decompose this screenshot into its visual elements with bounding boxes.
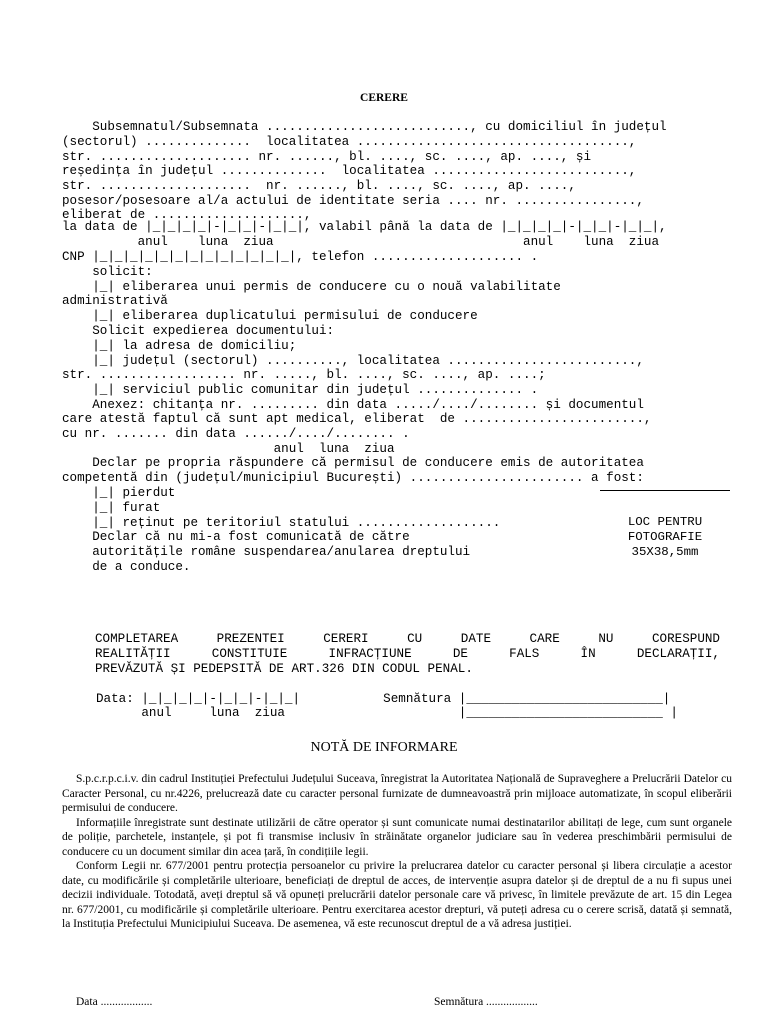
- photo-label-1: LOC PENTRU: [627, 515, 703, 529]
- form-line: |_| pierdut: [62, 486, 176, 500]
- date-signature-fields: Data: |_|_|_|_|-|_|_|-|_|_| Semnătura |__________________________|: [96, 692, 671, 706]
- warning-line-3: PREVĂZUTĂ ȘI PEDEPSITĂ DE ART.326 DIN CODUL PENAL.: [95, 662, 473, 676]
- form-line: cu nr. ....... din data ....../..../........ .: [62, 427, 410, 441]
- form-line: Subsemnatul/Subsemnata ..........................., cu domiciliul în județul: [62, 120, 667, 134]
- form-line: (sectorul) .............. localitatea ....................................,: [62, 135, 637, 149]
- form-line: str. .................. nr. ....., bl. ...., sc. ...., ap. ....;: [62, 368, 546, 382]
- form-line: autoritățile române suspendarea/anularea dreptului: [62, 545, 471, 559]
- form-line: care atestă faptul că sunt apt medical, eliberat de ........................,: [62, 412, 652, 426]
- photo-label-3: 35X38,5mm: [631, 545, 699, 559]
- form-line: |_| eliberarea unui permis de conducere cu o nouă valabilitate: [62, 280, 561, 294]
- date-caption: anul luna ziua anul luna ziua: [62, 235, 660, 249]
- form-line: |_| eliberarea duplicatului permisului de conducere: [62, 309, 478, 323]
- note-paragraph: Conform Legii nr. 677/2001 pentru protecția persoanelor cu privire la prelucrarea datelor cu caracter personal și libera circulație a acestor date, cu modificările și completările ulterioare, beneficiați de dreptul de acces, de intervenție asupra datelor și de dreptul de a nu fi supus unei decizii individuale. Totodată, aveți dreptul să vă opuneți prelucrării datelor personale care vă privesc, în limitele prevăzute de art. 15 din Legea nr. 677/2001, cu modificările și completările ulterioare. Pentru exercitarea acestor drepturi, vă puteți adresa cu o cerere scrisă, datată și semnată, la Instituția Prefectului Municipiului Suceava. De asemenea, vă este recunoscut dreptul de a vă adresa justiției.: [62, 860, 732, 930]
- footer-date: Data ..................: [76, 996, 153, 1008]
- photo-label-2: FOTOGRAFIE: [627, 530, 703, 544]
- form-line: administrativă: [62, 294, 168, 308]
- form-line: Anexez: chitanța nr. ......... din data ...../..../........ și documentul: [62, 398, 644, 412]
- form-line: Declar pe propria răspundere că permisul de conducere emis de autoritatea: [62, 456, 644, 470]
- form-line: solicit:: [62, 265, 153, 279]
- form-line: de a conduce.: [62, 560, 191, 574]
- warning-line-1: COMPLETAREA PREZENTEI CERERI CU DATE CARE NU CORESPUND: [95, 632, 720, 646]
- form-line: Solicit expedierea documentului:: [62, 324, 335, 338]
- form-line: reședința în județul .............. localitatea ..........................,: [62, 164, 637, 178]
- form-line: str. .................... nr. ......, bl. ...., sc. ...., ap. ....,: [62, 179, 576, 193]
- photo-top-line: [600, 490, 730, 491]
- warning-line-2: REALITĂȚII CONSTITUIE INFRACȚIUNE DE FALS ÎN DECLARAȚII,: [95, 647, 720, 661]
- footer-signature: Semnătura ..................: [434, 996, 538, 1008]
- form-line: |_| serviciul public comunitar din județul .............. .: [62, 383, 539, 397]
- form-line: |_| reținut pe teritoriul statului ...................: [62, 516, 501, 530]
- information-note-body: [62, 772, 732, 932]
- form-line: |_| la adresa de domiciliu;: [62, 339, 297, 353]
- form-line: la data de |_|_|_|_|-|_|_|-|_|_|, valabil până la data de |_|_|_|_|-|_|_|-|_|_|,: [62, 220, 667, 234]
- form-line: |_| județul (sectorul) .........., localitatea .........................,: [62, 354, 644, 368]
- form-line: str. .................... nr. ......, bl. ...., sc. ...., ap. ...., și: [62, 150, 592, 164]
- form-line: Declar că nu mi-a fost comunicată de către: [62, 530, 410, 544]
- date-caption: anul luna ziua: [62, 442, 395, 456]
- information-note-title: NOTĂ DE INFORMARE: [310, 740, 458, 755]
- form-line: eliberat de ....................,: [62, 208, 312, 222]
- note-paragraph: Informațiile înregistrate sunt destinate utilizării de către operator și sunt comunicate numai destinatarilor abilitați de lege, cum sunt organele de poliție, parchetele, instanțele, și pot fi transmise inclusiv în străinătate organelor judiciare sau în vederea preschimbării permisului de conducere cu un document similar din acea țară, în condițiile legii.: [62, 816, 732, 858]
- date-caption: anul luna ziua |__________________________ |: [96, 706, 678, 720]
- form-line: CNP |_|_|_|_|_|_|_|_|_|_|_|_|_|, telefon .................... .: [62, 250, 539, 264]
- form-line: competentă din (județul/municipiul București) ....................... a fost:: [62, 471, 644, 485]
- page-title: CERERE: [360, 92, 408, 104]
- form-line: |_| furat: [62, 501, 161, 515]
- note-paragraph: S.p.c.r.p.c.i.v. din cadrul Instituției Prefectului Județului Suceava, înregistrat la Autoritatea Națională de Supraveghere a Prelucrării Datelor cu Caracter Personal, cu nr.4226, prelucrează date cu caracter personal furnizate de dumneavoastră prin mijloace automatizate, în scopul eliberării permisului de conducere.: [62, 773, 732, 814]
- form-line: posesor/posesoare al/a actului de identitate seria .... nr. ................,: [62, 194, 644, 208]
